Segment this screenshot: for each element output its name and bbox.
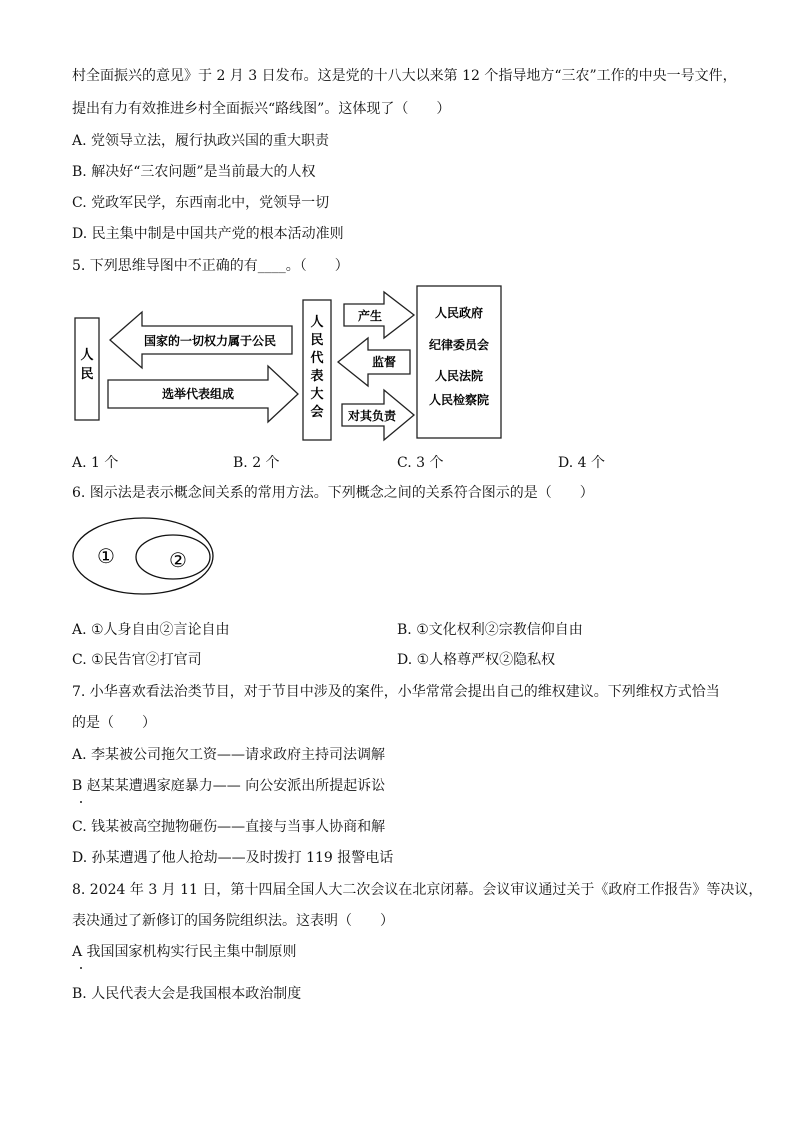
- stray-dot: [80, 967, 82, 969]
- question-5-stem: 5. 下列思维导图中不正确的有____。（ ）: [72, 258, 349, 274]
- organ-government: 人民政府: [434, 306, 484, 320]
- option-6b: B. ①文化权利②宗教信仰自由: [397, 622, 583, 638]
- mind-map-diagram: [70, 284, 510, 444]
- option-5a: A. 1 个: [72, 455, 119, 471]
- question-8-stem-1: 8. 2024 年 3 月 11 日，第十四届全国人大二次会议在北京闭幕。会议审议通过关于《政府工作报告》等决议，: [72, 882, 763, 898]
- npc-char: 代: [310, 351, 324, 366]
- supervise-label: 监督: [371, 355, 397, 369]
- npc-char: 大: [310, 387, 324, 402]
- question-8-stem-2: 表决通过了新修订的国务院组织法。这表明（ ）: [72, 913, 394, 929]
- arrow-left-label: 国家的一切权力属于公民: [143, 334, 277, 348]
- organ-discipline-committee: 纪律委员会: [428, 338, 490, 352]
- option-5c: C. 3 个: [397, 455, 444, 471]
- option-4c: C. 党政军民学，东西南北中，党领导一切: [72, 195, 330, 211]
- option-5b: B. 2 个: [233, 455, 280, 471]
- intro-line-2: 提出有力有效推进乡村全面振兴“路线图”。这体现了（ ）: [72, 101, 451, 117]
- option-6d: D. ①人格尊严权②隐私权: [397, 652, 556, 668]
- npc-char: 民: [310, 333, 324, 348]
- responsible-label: 对其负责: [347, 409, 397, 423]
- option-7a: A. 李某被公司拖欠工资——请求政府主持司法调解: [72, 747, 386, 763]
- option-7d: D. 孙某遭遇了他人抢劫——及时拨打 119 报警电话: [72, 850, 394, 866]
- npc-char: 人: [310, 315, 324, 330]
- option-4b: B. 解决好“三农问题”是当前最大的人权: [72, 164, 316, 180]
- question-7-stem-1: 7. 小华喜欢看法治类节目，对于节目中涉及的案件，小华常常会提出自己的维权建议。下列维权方式恰当: [72, 684, 720, 700]
- option-7b: B 赵某某遭遇家庭暴力—— 向公安派出所提起诉讼: [72, 778, 386, 794]
- people-label-2: 民: [80, 367, 94, 382]
- npc-char: 表: [310, 369, 324, 384]
- stray-dot: [80, 801, 82, 803]
- option-4a: A. 党领导立法，履行执政兴国的重大职责: [72, 133, 330, 149]
- option-8b: B. 人民代表大会是我国根本政治制度: [72, 986, 302, 1002]
- question-6-stem: 6. 图示法是表示概念间关系的常用方法。下列概念之间的关系符合图示的是（ ）: [72, 485, 594, 501]
- organ-court: 人民法院: [434, 369, 484, 383]
- question-7-stem-2: 的是（ ）: [72, 715, 156, 731]
- outer-ellipse: [73, 518, 213, 594]
- arrow-right-label: 选举代表组成: [161, 387, 235, 401]
- produce-label: 产生: [357, 309, 383, 323]
- intro-line-1: 村全面振兴的意见》于 2 月 3 日发布。这是党的十八大以来第 12 个指导地方“三农”工作的中央一号文件，: [72, 68, 737, 84]
- organ-procuratorate: 人民检察院: [428, 393, 490, 407]
- option-4d: D. 民主集中制是中国共产党的根本活动准则: [72, 226, 344, 242]
- option-5d: D. 4 个: [558, 455, 605, 471]
- option-7c: C. 钱某被高空抛物砸伤——直接与当事人协商和解: [72, 819, 386, 835]
- people-label-1: 人: [80, 348, 94, 363]
- npc-char: 会: [310, 405, 324, 420]
- option-6a: A. ①人身自由②言论自由: [72, 622, 230, 638]
- option-8a: A 我国国家机构实行民主集中制原则: [72, 944, 297, 960]
- venn-diagram: [70, 515, 220, 597]
- option-6c: C. ①民告官②打官司: [72, 652, 202, 668]
- inner-label: ②: [169, 548, 187, 572]
- outer-label: ①: [97, 544, 115, 568]
